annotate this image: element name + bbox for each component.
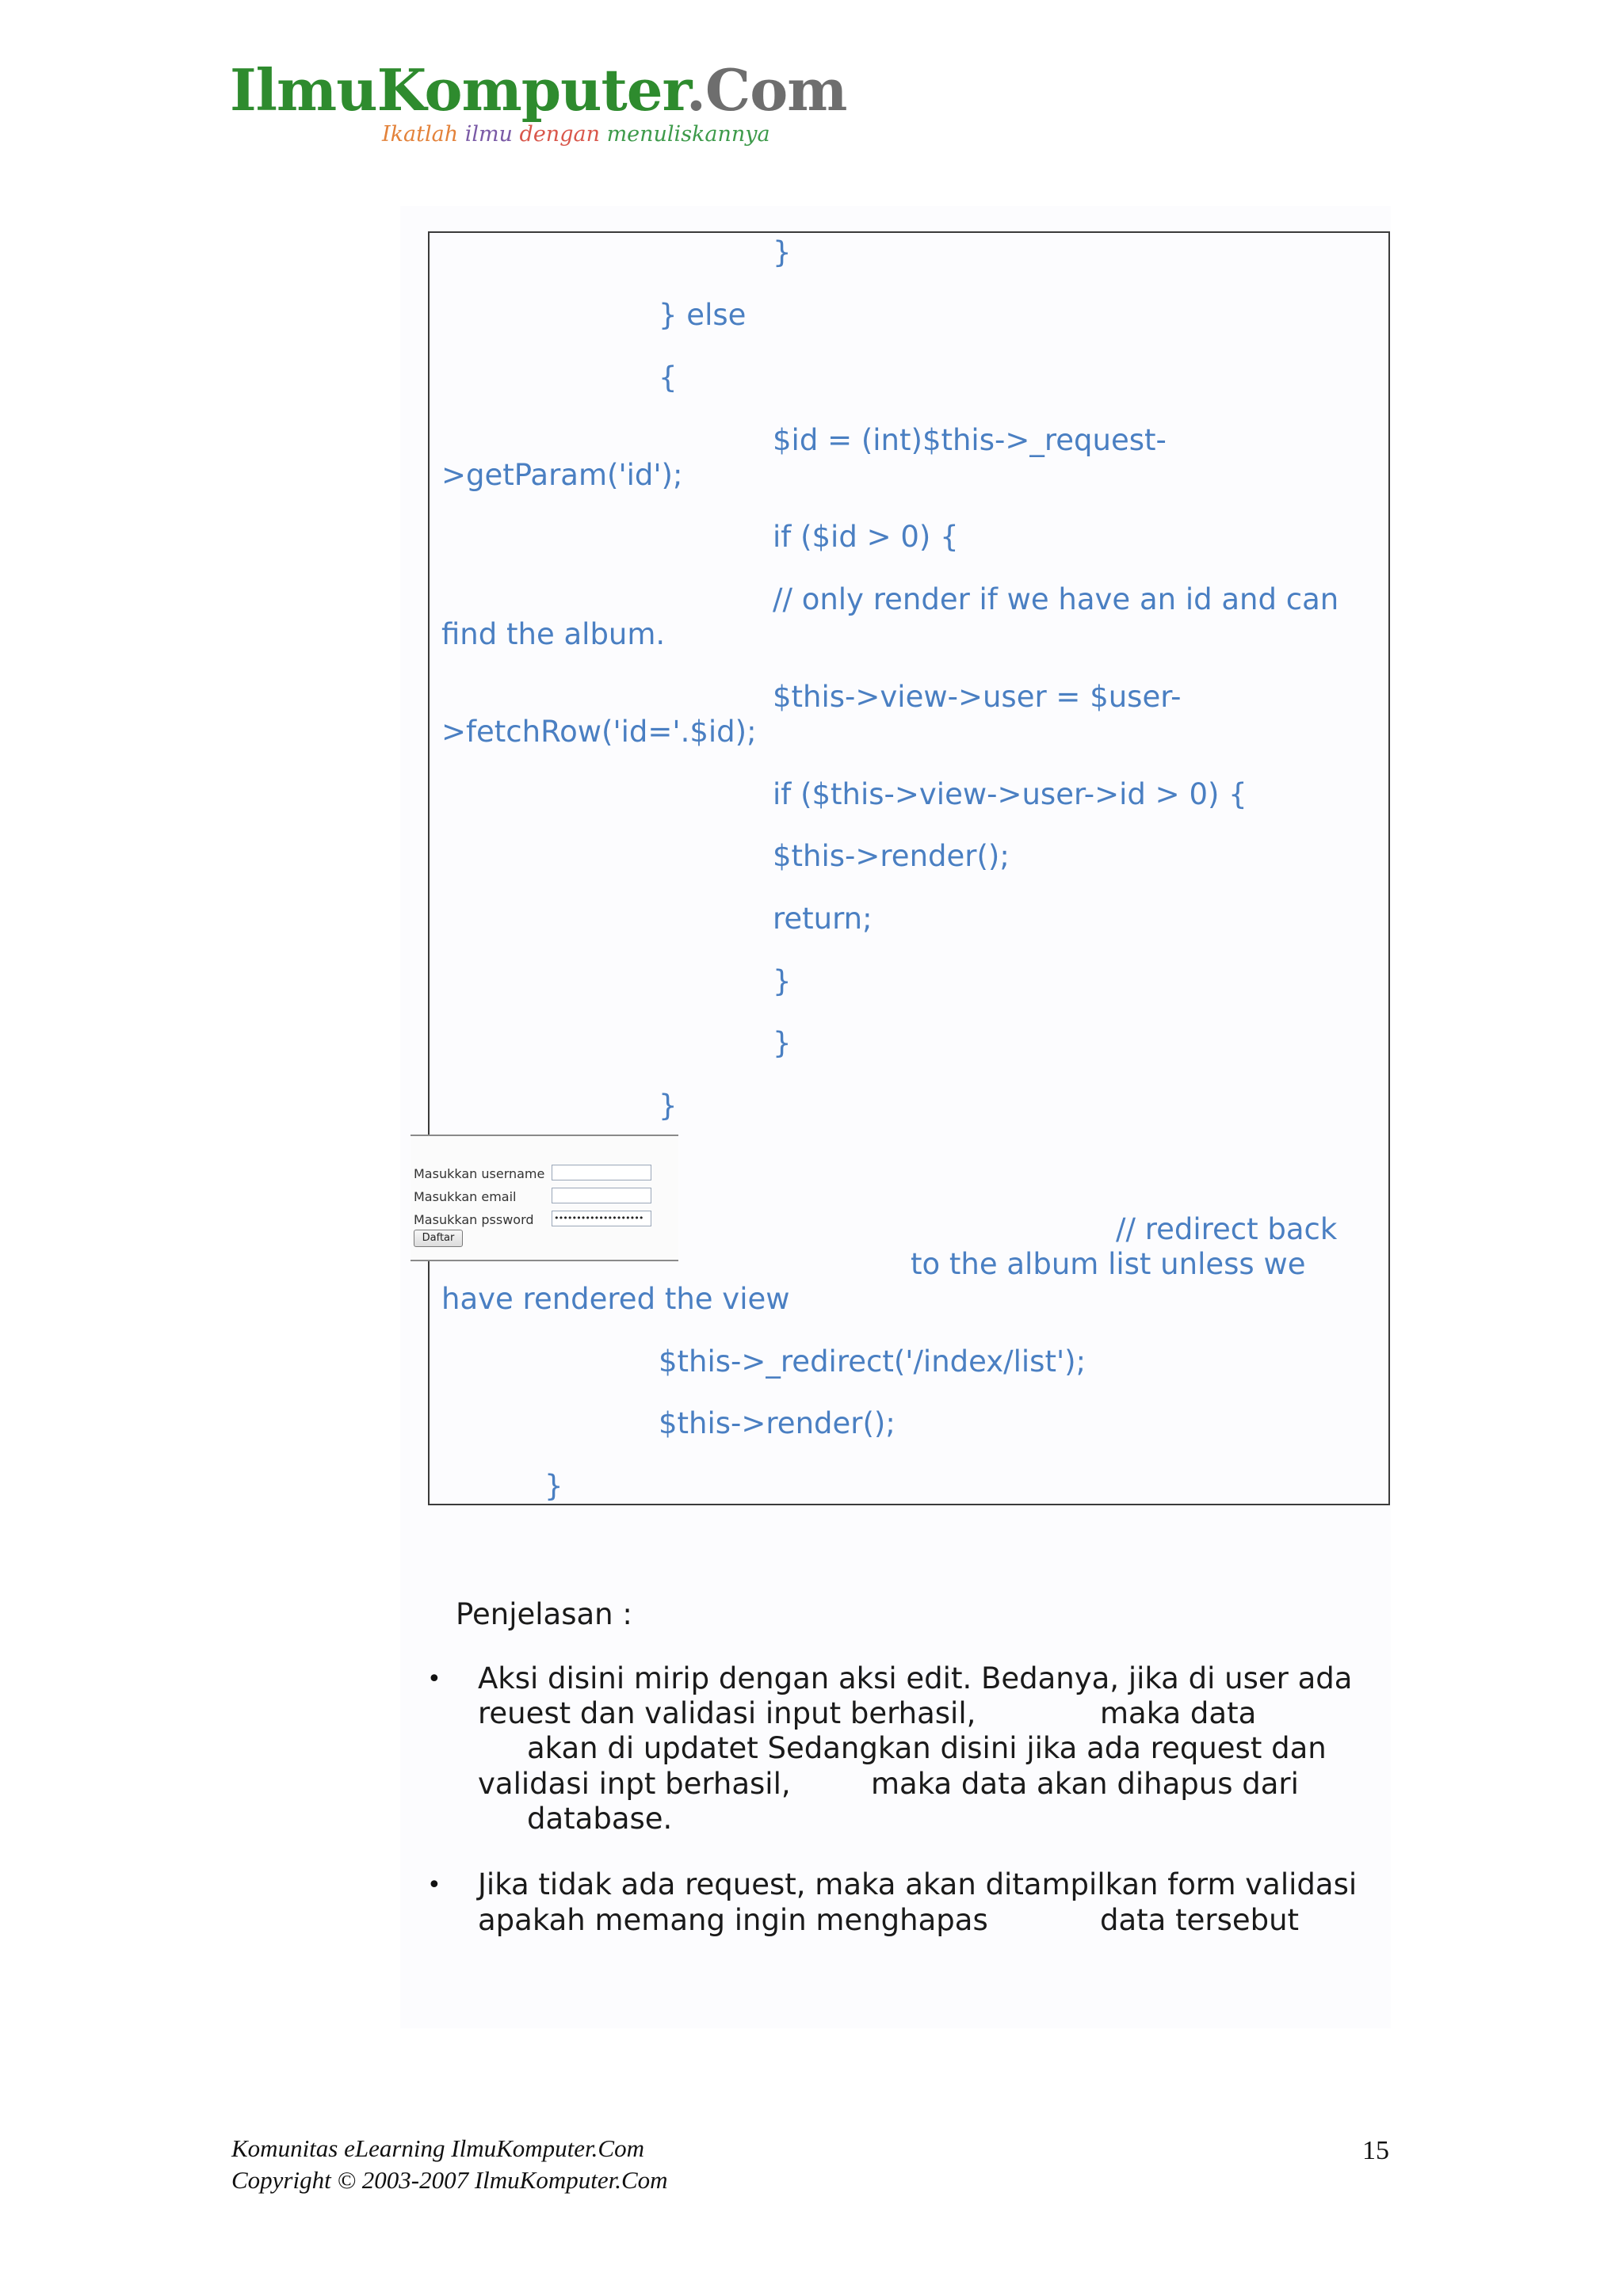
email-field [552,1188,651,1203]
email-label: Masukkan email [414,1189,517,1204]
logo-wordmark-main: IlmuKomputer [230,56,686,124]
code-line: $this->view->user = $user- [773,680,1182,714]
password-field: •••••••••••••••••••• [552,1211,651,1226]
daftar-button: Daftar [414,1230,463,1247]
bullet-text: reuest dan validasi input berhasil, [478,1696,976,1730]
footer-copyright: Copyright © 2003-2007 IlmuKomputer.Com [231,2166,668,2194]
code-line: $id = (int)$this->_request- [773,423,1167,457]
code-line: if ($id > 0) { [773,520,959,554]
explanation-heading: Penjelasan : [456,1597,632,1631]
code-comment: to the album list unless we [911,1247,1306,1281]
logo-tagline [382,122,770,147]
code-line: $this->render(); [659,1406,896,1440]
code-line: } [773,235,792,269]
footer-community: Komunitas eLearning IlmuKomputer.Com [231,2134,644,2162]
bullet-text: database. [527,1802,673,1836]
form-screenshot [411,1135,678,1261]
bullet-text: maka data akan dihapus dari [871,1767,1299,1801]
code-line: } else [659,298,747,332]
code-line: >getParam('id'); [441,458,683,492]
code-line: } [544,1469,563,1503]
code-comment: // redirect back [1116,1212,1338,1246]
code-line: return; [773,902,873,936]
code-line: } [659,1089,678,1123]
tagline-word: menuliskannya [606,122,770,147]
bullet-text: validasi inpt berhasil, [478,1767,791,1801]
bullet-text: Jika tidak ada request, maka akan ditampilkan form validasi [478,1867,1358,1901]
bullet-text: apakah memang ingin menghapas [478,1903,988,1937]
code-line: $this->_redirect('/index/list'); [659,1344,1086,1379]
username-label: Masukkan username [414,1166,545,1181]
logo-wordmark [230,56,847,124]
code-line: } [773,964,792,998]
logo-wordmark-suffix: .Com [685,56,847,124]
code-line: $this->render(); [773,839,1010,873]
code-line: } [773,1026,792,1060]
bullet-text: data tersebut [1100,1903,1300,1937]
tagline-word: Ikatlah [382,122,465,147]
code-line: >fetchRow('id='.$id); [441,715,757,749]
code-comment: // only render if we have an id and can [773,582,1339,616]
bullet-text: maka data [1100,1696,1257,1730]
bullet-marker: • [427,1871,441,1899]
tagline-word: dengan [519,122,607,147]
bullet-text: akan di updatet Sedangkan disini jika ada request dan [527,1731,1327,1765]
code-comment: have rendered the view [441,1282,790,1316]
site-logo [230,56,847,147]
code-line: { [659,360,678,395]
bullet-text: Aksi disini mirip dengan aksi edit. Bedanya, jika di user ada [478,1661,1353,1695]
code-line: if ($this->view->user->id > 0) { [773,777,1247,811]
page-number: 15 [1362,2136,1389,2165]
password-label: Masukkan pssword [414,1212,534,1227]
code-comment: find the album. [441,617,666,651]
tagline-word: ilmu [464,122,520,147]
bullet-marker: • [427,1665,441,1693]
username-field [552,1165,651,1180]
